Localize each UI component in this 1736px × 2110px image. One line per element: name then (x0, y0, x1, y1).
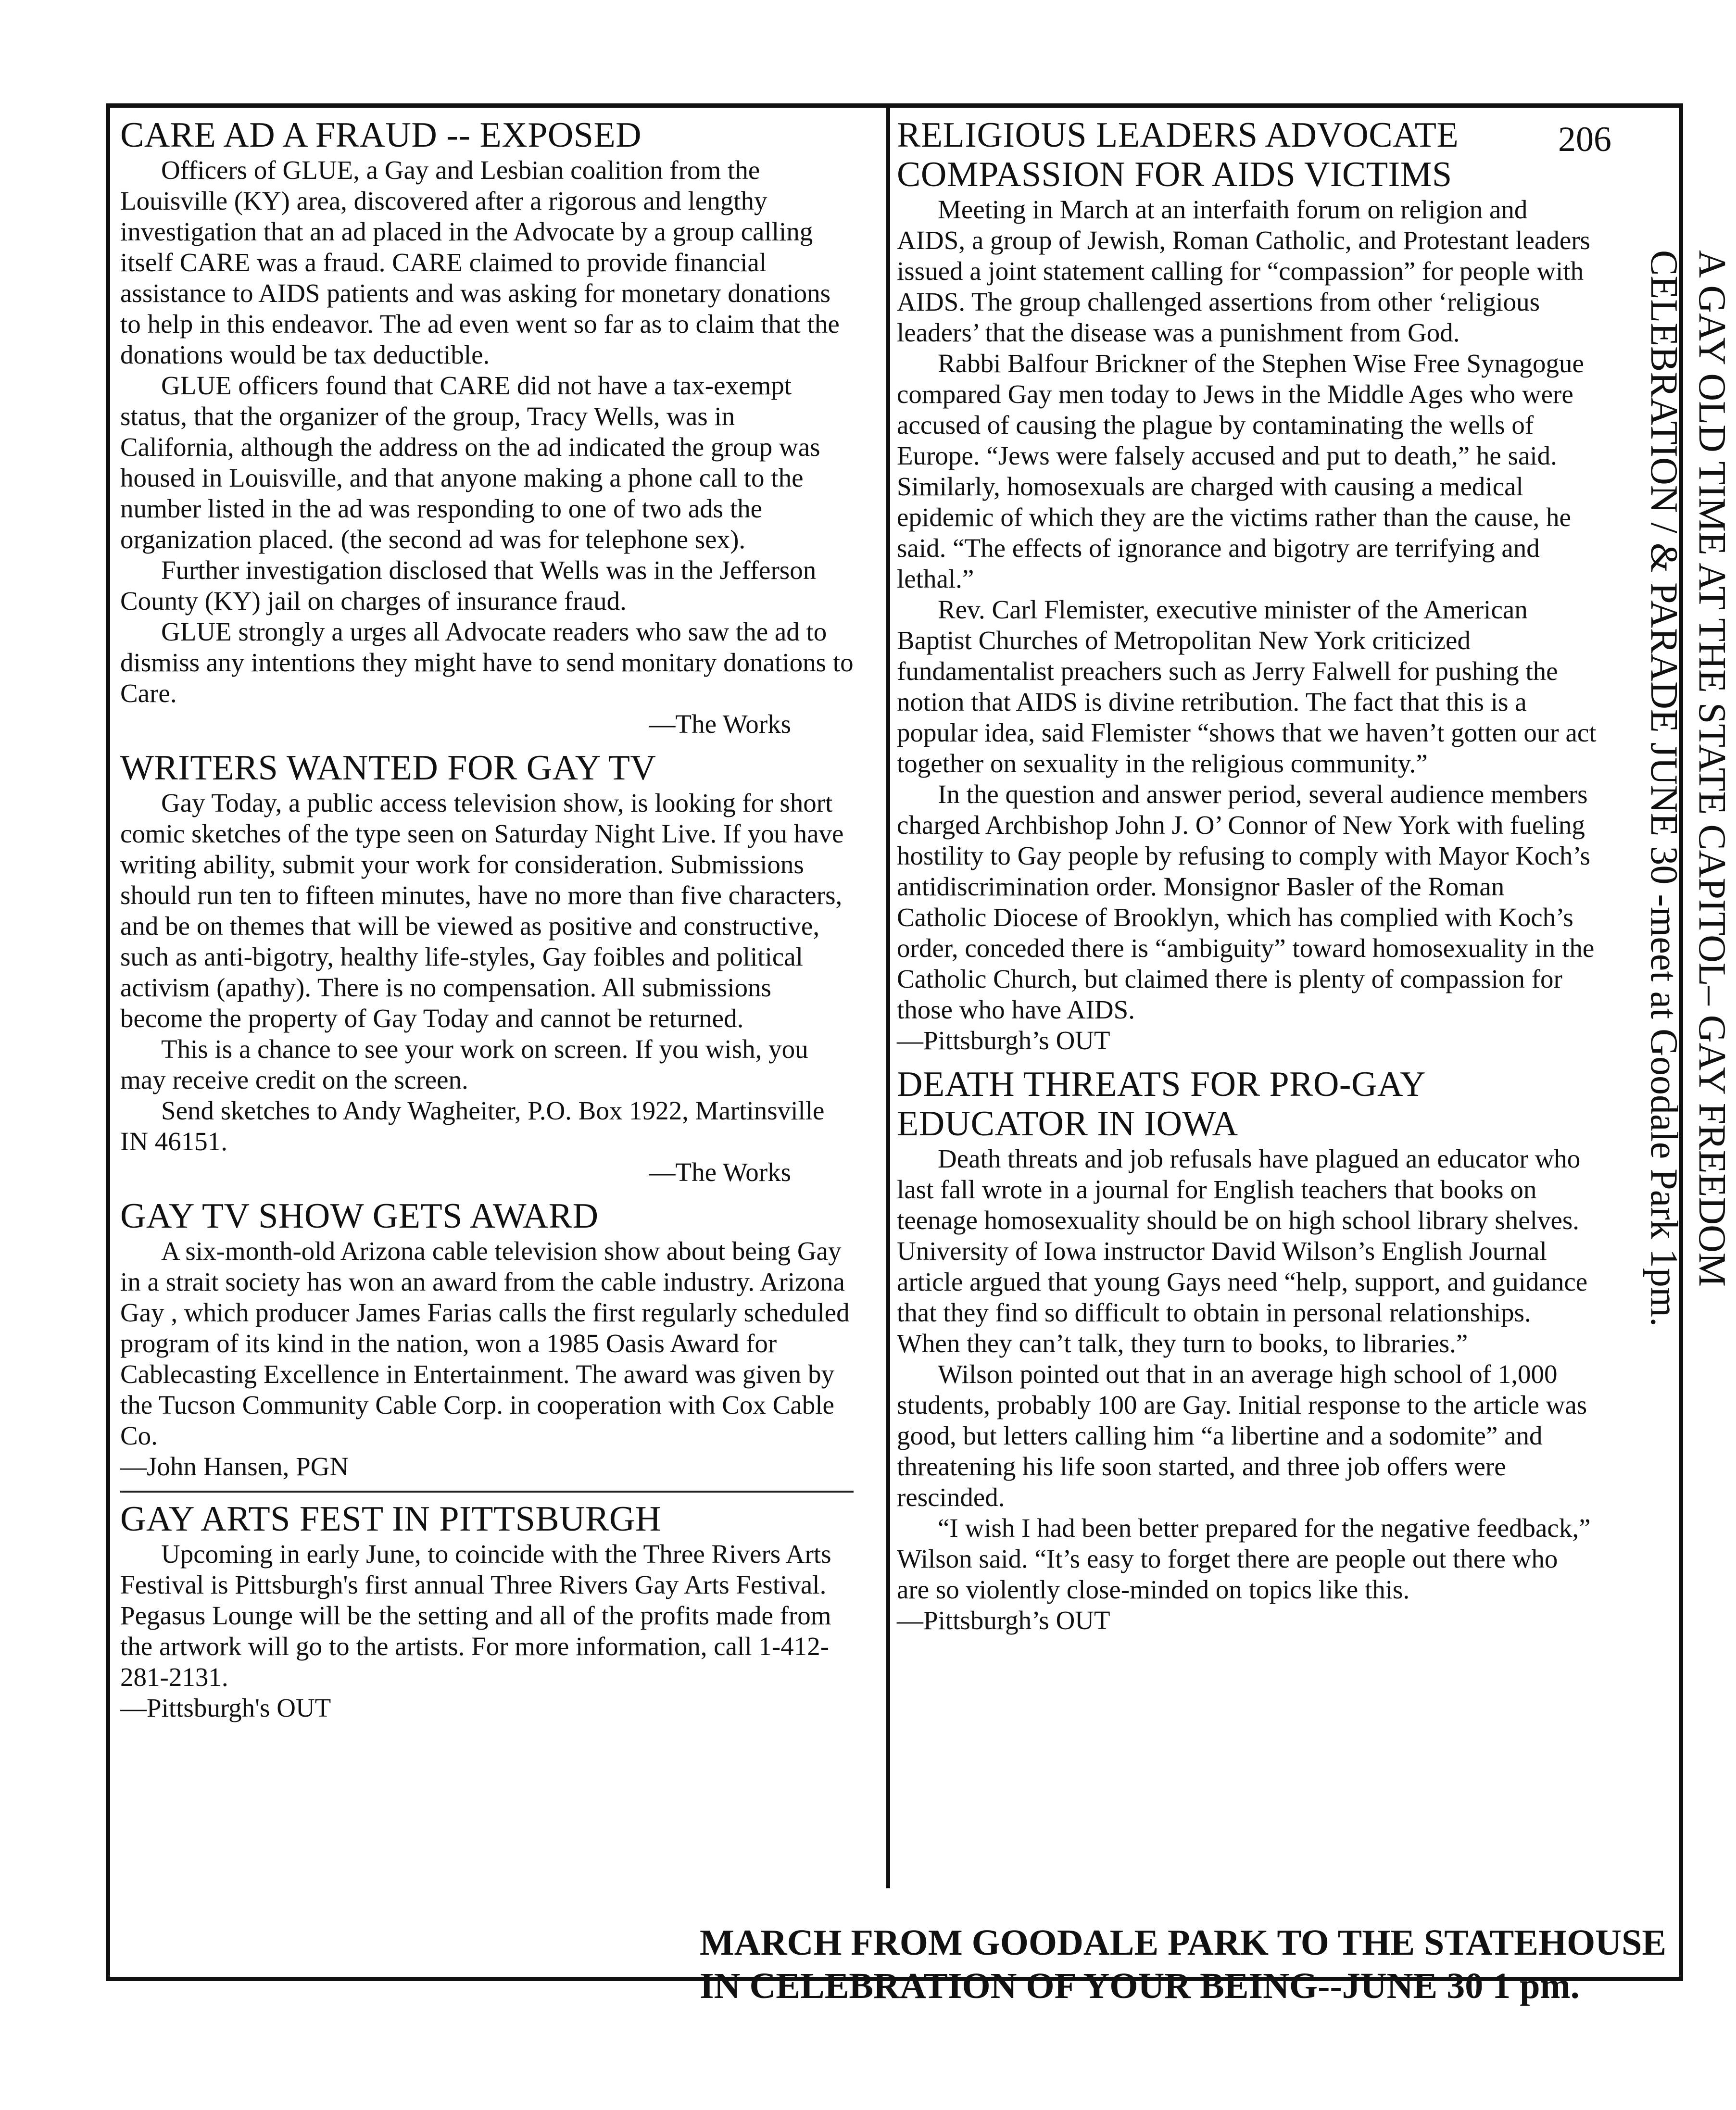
vertical-announcement (1601, 250, 1736, 1380)
article-paragraph: Wilson pointed out that in an average high school of 1,000 students, probably 100 are Gay. Initial response to the article was good, but letters calling him “a libertine and a sodomite” and threatening his life soon started, and three job offers were rescinded. (897, 1359, 1587, 1512)
left-column (120, 115, 854, 1732)
right-column (897, 115, 1597, 1645)
footer-line-2: IN CELEBRATION OF YOUR BEING--JUNE 30 1 pm. (700, 1966, 1580, 2006)
article-care-ad (120, 115, 854, 740)
article-paragraph: GLUE officers found that CARE did not have a tax-exempt status, that the organizer of the group, Tracy Wells, was in California, although the address on the ad indicated the group was housed in Louisville, and that anyone making a phone call to the number listed in the ad was responding to one of two ads the organization placed. (the second ad was for telephone sex). (120, 371, 820, 554)
article-paragraph: A six-month-old Arizona cable television show about being Gay in a strait society has won an award from the cable industry. Arizona Gay , which producer James Farias calls the first regularly scheduled program of its kind in the nation, won a 1985 Oasis Award for Cablecasting Excellence in Entertainment. The award was given by the Tucson Community Cable Corp. in cooperation with Cox Cable Co. (120, 1236, 850, 1450)
article-paragraph: This is a chance to see your work on screen. If you wish, you may receive credit on the screen. (120, 1034, 808, 1094)
article-heading: CARE AD A FRAUD -- EXPOSED (120, 115, 642, 155)
article-heading: DEATH THREATS FOR PRO-GAY EDUCATOR IN IOWA (897, 1065, 1425, 1143)
footer-line-1: MARCH FROM GOODALE PARK TO THE STATEHOUSE (700, 1922, 1667, 1963)
article-religious-leaders (897, 115, 1597, 1056)
article-writers-wanted (120, 748, 854, 1188)
vertical-line-1: A GAY OLD TIME AT THE STATE CAPITOL– GAY FREEDOM (1691, 250, 1733, 1287)
article-paragraph: Send sketches to Andy Wagheiter, P.O. Box 1922, Martinsville IN 46151. (120, 1096, 825, 1156)
article-paragraph: Gay Today, a public access television show, is looking for short comic sketches of the type seen on Saturday Night Live. If you have writing ability, submit your work for consideration. Submissions should run ten to fifteen minutes, have no more than five characters, and be on themes that will be viewed as positive and constructive, such as anti-bigotry, healthy life-styles, Gay foibles and political activism (apathy). There is no compensation. All submissions become the property of Gay Today and cannot be returned. (120, 788, 844, 1033)
article-paragraph: Upcoming in early June, to coincide with the Three Rivers Arts Festival is Pittsburgh's first annual Three Rivers Gay Arts Festival. Pegasus Lounge will be the setting and all of the profits made from the artwork will go to the artists. For more information, call 1-412-281-2131. (120, 1539, 831, 1692)
article-byline: —Pittsburgh's OUT (120, 1693, 331, 1722)
article-byline: —Pittsburgh’s OUT (897, 1026, 1110, 1055)
column-divider (886, 107, 890, 1888)
article-paragraph: In the question and answer period, several audience members charged Archbishop John J. O’ Connor of New York with fueling hostility to Gay people by refusing to comply with Mayor Koch’s antidiscrimination order. Monsignor Basler of the Roman Catholic Diocese of Brooklyn, which has complied with Koch’s order, conceded there is “ambiguity” toward homosexuality in the Catholic Church, but claimed there is plenty of compassion for those who have AIDS. (897, 779, 1595, 1024)
article-death-threats (897, 1065, 1597, 1636)
article-paragraph: Rev. Carl Flemister, executive minister of the American Baptist Churches of Metropolitan New York criticized fundamentalist preachers such as Jerry Falwell for pushing the notion that AIDS is divine retribution. The fact that this is a popular idea, said Flemister “shows that we haven’t gotten our act together on sexuality in the religious community.” (897, 595, 1597, 778)
article-byline: —Pittsburgh’s OUT (897, 1606, 1110, 1635)
article-arts-fest (120, 1491, 854, 1723)
article-gay-tv-award (120, 1196, 854, 1482)
article-paragraph: “I wish I had been better prepared for the negative feedback,” Wilson said. “It’s easy to forget there are people out there who are so violently close-minded on topics like this. (897, 1513, 1591, 1604)
article-heading: RELIGIOUS LEADERS ADVOCATE COMPASSION FOR AIDS VICTIMS (897, 115, 1459, 194)
article-heading: GAY ARTS FEST IN PITTSBURGH (120, 1499, 661, 1539)
march-announcement (700, 1921, 1667, 2008)
article-byline: —The Works (649, 1157, 791, 1187)
article-heading: WRITERS WANTED FOR GAY TV (120, 748, 656, 788)
article-paragraph: GLUE strongly a urges all Advocate readers who saw the ad to dismiss any intentions they might have to send monitary donations to Care. (120, 617, 854, 708)
article-paragraph: Death threats and job refusals have plagued an educator who last fall wrote in a journal for English teachers that books on teenage homosexuality should be on high school library shelves. University of Iowa instructor David Wilson’s English Journal article argued that young Gays need “help, support, and guidance that they find so difficult to obtain in personal relationships. When they can’t talk, they turn to books, to libraries.” (897, 1144, 1588, 1358)
vertical-line-2: CELEBRATION / & PARADE JUNE 30 -meet at Goodale Park 1pm. (1643, 250, 1685, 1327)
article-paragraph: Meeting in March at an interfaith forum on religion and AIDS, a group of Jewish, Roman Catholic, and Protestant leaders issued a joint statement calling for “compassion” for people with AIDS. The group challenged assertions from other ‘religious leaders’ that the disease was a punishment from God. (897, 195, 1590, 347)
article-byline: —John Hansen, PGN (120, 1452, 349, 1481)
article-paragraph: Officers of GLUE, a Gay and Lesbian coalition from the Louisville (KY) area, discovered after a rigorous and lengthy investigation that an ad placed in the Advocate by a group calling itself CARE was a fraud. CARE claimed to provide financial assistance to AIDS patients and was asking for monetary donations to help in this endeavor. The ad even went so far as to claim that the donations would be tax deductible. (120, 155, 840, 369)
article-byline: —The Works (649, 709, 791, 739)
article-heading: GAY TV SHOW GETS AWARD (120, 1196, 599, 1236)
article-paragraph: Rabbi Balfour Brickner of the Stephen Wise Free Synagogue compared Gay men today to Jews in the Middle Ages who were accused of causing the plague by contaminating the wells of Europe. “Jews were falsely accused and put to death,” he said. Similarly, homosexuals are charged with causing a medical epidemic of which they are the victims rather than the cause, he said. “The effects of ignorance and bigotry are terrifying and lethal.” (897, 349, 1584, 593)
page-number: 206 (1558, 120, 1611, 159)
article-paragraph: Further investigation disclosed that Wells was in the Jefferson County (KY) jail on charges of insurance fraud. (120, 555, 817, 615)
